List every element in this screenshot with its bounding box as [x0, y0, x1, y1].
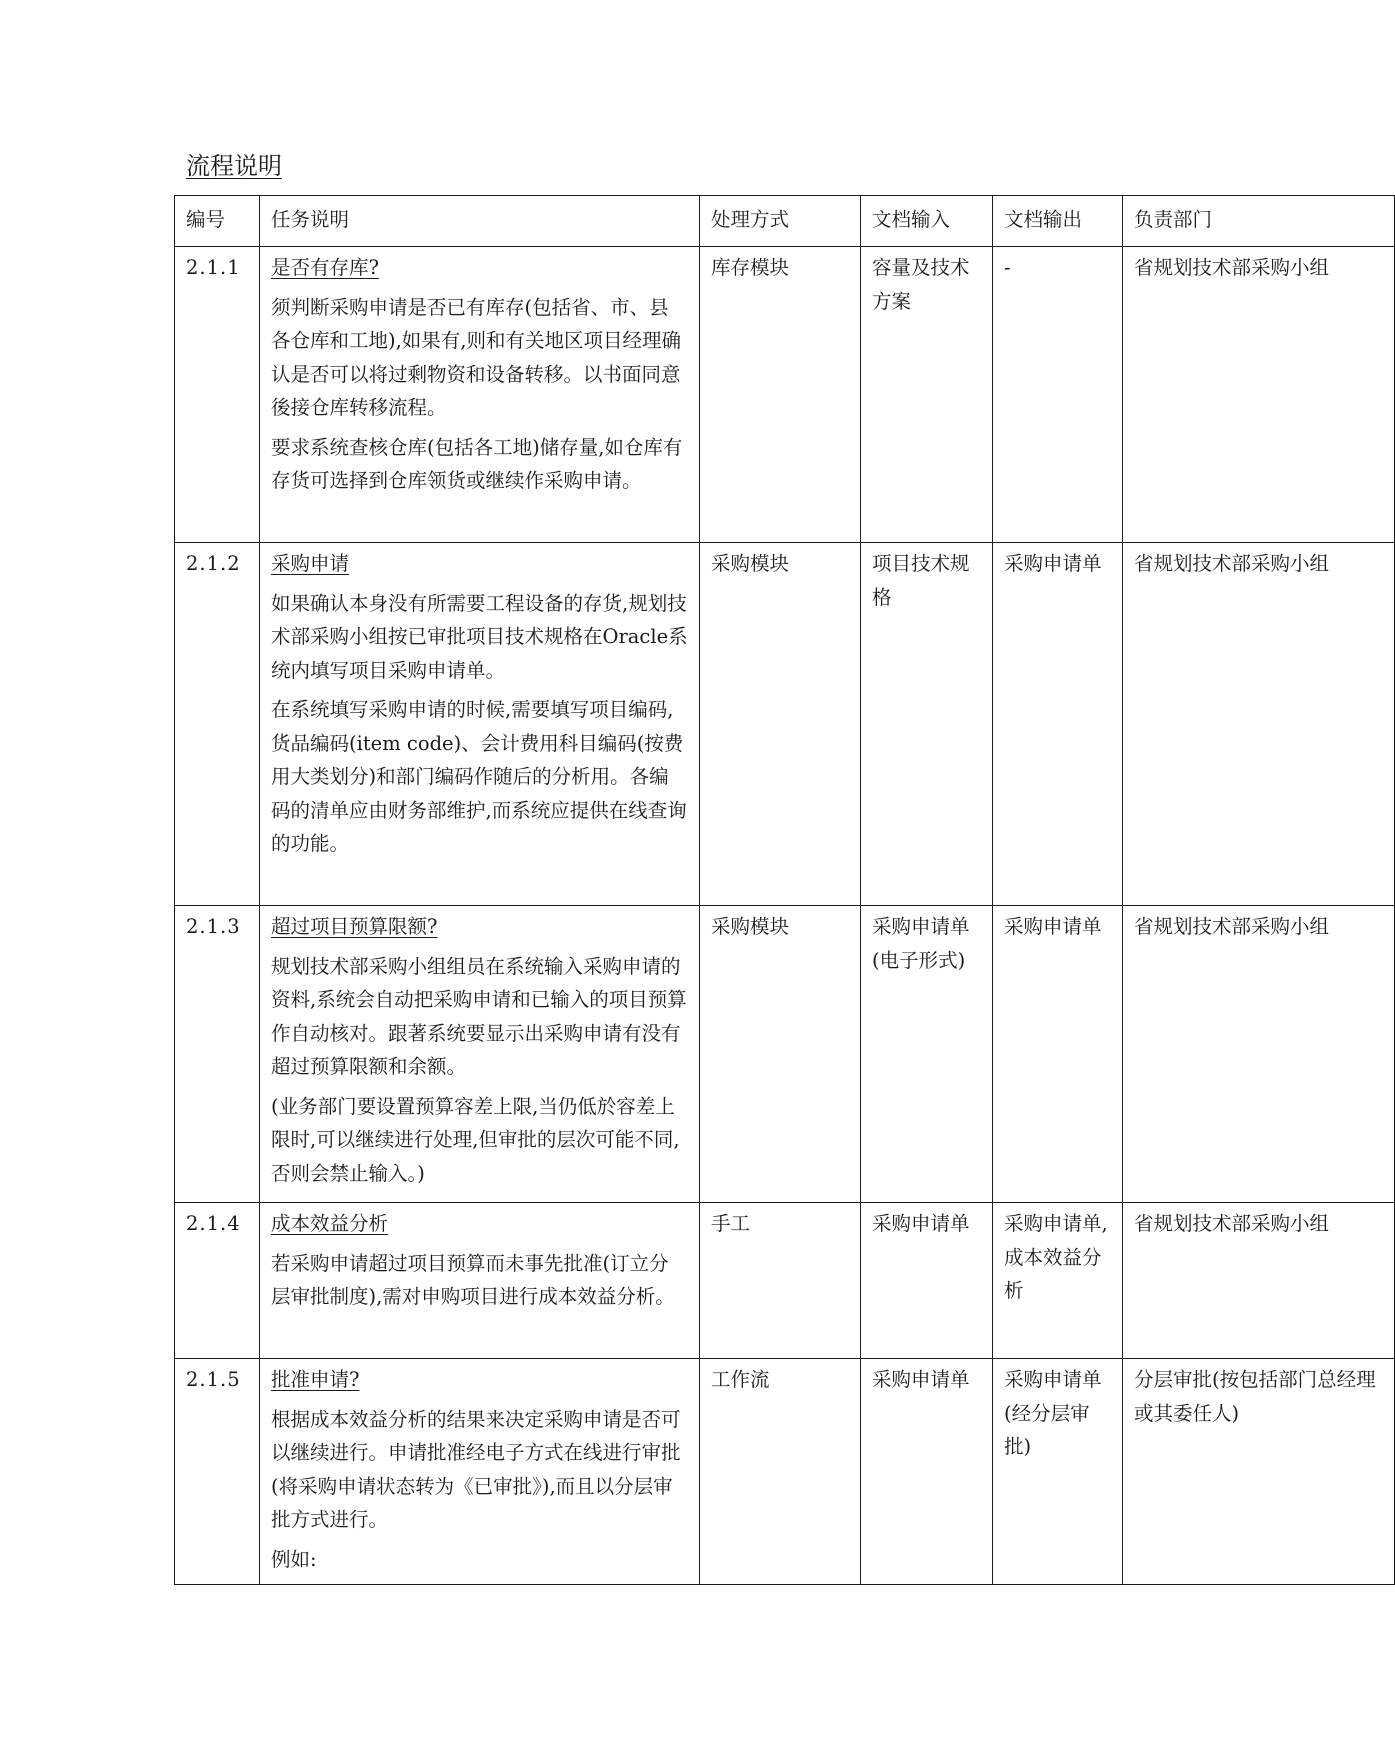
task-paragraph: 如果确认本身没有所需要工程设备的存货,规划技术部采购小组按已审批项目技术规格在Oracle系统内填写项目采购申请单。 — [271, 591, 688, 682]
task-paragraph: 根据成本效益分析的结果来决定采购申请是否可以继续进行。申请批准经电子方式在线进行审批(将采购申请状态转为《已审批》),而且以分层审批方式进行。 — [271, 1407, 681, 1531]
process-table — [174, 195, 1395, 1585]
row-task — [260, 543, 700, 906]
table-row — [175, 1359, 1395, 1585]
header-output: 文档输出 — [993, 196, 1123, 247]
header-id: 编号 — [175, 196, 260, 247]
row-output: - — [993, 247, 1123, 543]
task-paragraph: (业务部门要设置预算容差上限,当仍低於容差上限时,可以继续进行处理,但审批的层次可能不同,否则会禁止输入。) — [271, 1094, 680, 1185]
row-task — [260, 1359, 700, 1585]
task-paragraph: 若采购申请超过项目预算而未事先批准(订立分层审批制度),需对申购项目进行成本效益分析。 — [271, 1251, 675, 1308]
process-table-wrapper — [174, 195, 1376, 1585]
row-method: 工作流 — [700, 1359, 861, 1585]
row-dept: 省规划技术部采购小组 — [1123, 1203, 1395, 1359]
task-title: 采购申请 — [271, 552, 350, 575]
page-title: 流程说明 — [186, 152, 282, 180]
row-task — [260, 247, 700, 543]
header-task: 任务说明 — [260, 196, 700, 247]
row-task — [260, 1203, 700, 1359]
table-row — [175, 247, 1395, 543]
row-dept: 省规划技术部采购小组 — [1123, 906, 1395, 1203]
task-paragraph: 在系统填写采购申请的时候,需要填写项目编码, 货品编码(item code)、会计费用科目编码(按费用大类划分)和部门编码作随后的分析用。各编码的清单应由财务部维护,而系统应提供在线查询的功能。 — [271, 698, 687, 855]
task-paragraph: 须判断采购申请是否已有库存(包括省、市、县各仓库和工地),如果有,则和有关地区项目经理确认是否可以将过剩物资和设备转移。以书面同意後接仓库转移流程。 — [271, 295, 682, 419]
row-dept: 省规划技术部采购小组 — [1123, 247, 1395, 543]
task-title: 是否有存库? — [271, 256, 379, 279]
row-dept: 省规划技术部采购小组 — [1123, 543, 1395, 906]
row-output: 采购申请单 — [993, 906, 1123, 1203]
task-paragraph: 要求系统查核仓库(包括各工地)储存量,如仓库有存货可选择到仓库领货或继续作采购申请。 — [271, 435, 683, 492]
row-method: 采购模块 — [700, 906, 861, 1203]
row-dept: 分层审批(按包括部门总经理或其委任人) — [1123, 1359, 1395, 1585]
table-row — [175, 1203, 1395, 1359]
row-input: 容量及技术方案 — [861, 247, 993, 543]
table-row — [175, 543, 1395, 906]
row-input: 采购申请单 — [861, 1359, 993, 1585]
row-output: 采购申请单 — [993, 543, 1123, 906]
row-method: 手工 — [700, 1203, 861, 1359]
task-title: 超过项目预算限额? — [271, 915, 438, 938]
header-dept: 负责部门 — [1123, 196, 1395, 247]
row-id: 2.1.4 — [175, 1203, 260, 1359]
header-input: 文档输入 — [861, 196, 993, 247]
row-input: 项目技术规格 — [861, 543, 993, 906]
row-id: 2.1.5 — [175, 1359, 260, 1585]
task-paragraph: 规划技术部采购小组组员在系统输入采购申请的资料,系统会自动把采购申请和已输入的项目预算作自动核对。跟著系统要显示出采购申请有没有超过预算限额和余额。 — [271, 954, 687, 1078]
row-output: 采购申请单,成本效益分析 — [993, 1203, 1123, 1359]
table-row — [175, 906, 1395, 1203]
row-method: 采购模块 — [700, 543, 861, 906]
row-input: 采购申请单 — [861, 1203, 993, 1359]
row-task — [260, 906, 700, 1203]
row-output: 采购申请单(经分层审批) — [993, 1359, 1123, 1585]
task-paragraph: 例如: — [271, 1547, 317, 1571]
task-title: 批准申请? — [271, 1368, 360, 1391]
table-header-row — [175, 196, 1395, 247]
task-title: 成本效益分析 — [271, 1212, 389, 1235]
row-input: 采购申请单(电子形式) — [861, 906, 993, 1203]
header-method: 处理方式 — [700, 196, 861, 247]
row-id: 2.1.2 — [175, 543, 260, 906]
row-method: 库存模块 — [700, 247, 861, 543]
row-id: 2.1.3 — [175, 906, 260, 1203]
row-id: 2.1.1 — [175, 247, 260, 543]
